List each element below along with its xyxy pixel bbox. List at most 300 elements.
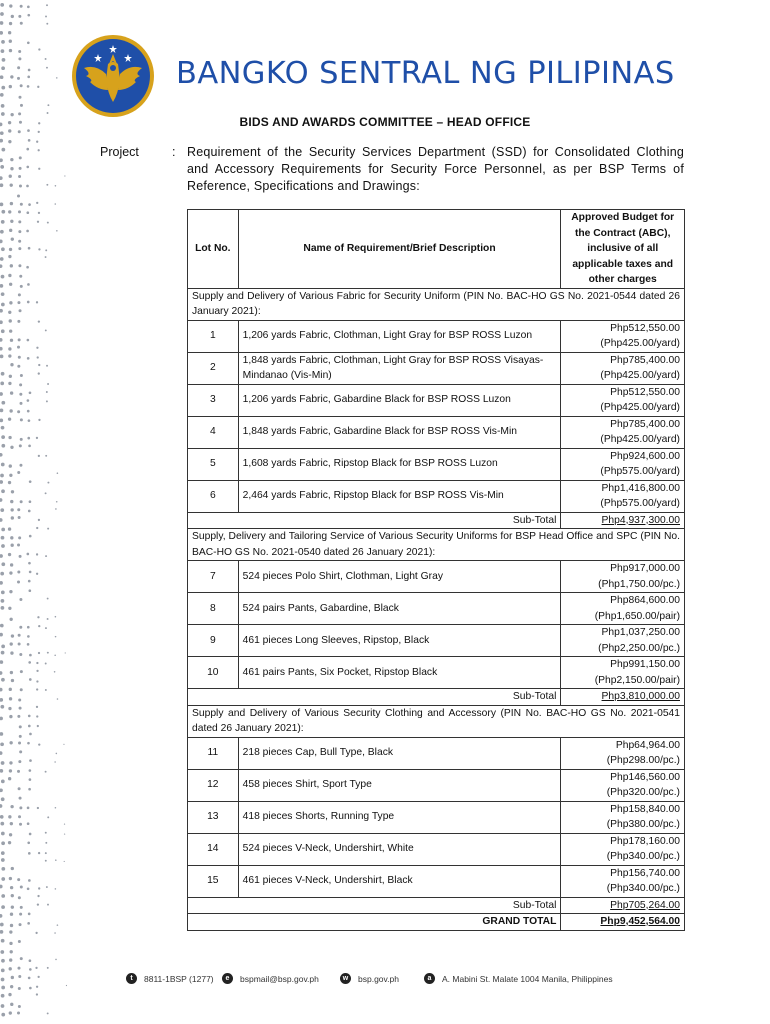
background-dot xyxy=(1,994,5,998)
background-dot xyxy=(10,158,13,161)
table-row xyxy=(188,416,685,448)
background-dot xyxy=(9,590,12,593)
background-dot xyxy=(8,481,11,484)
requirements-table xyxy=(187,209,685,931)
background-dot xyxy=(1,49,5,53)
section-row xyxy=(188,705,685,737)
background-dot xyxy=(10,913,13,916)
background-dot xyxy=(9,40,12,43)
background-dot xyxy=(38,131,40,133)
abc-amount: Php512,550.00 xyxy=(610,322,680,334)
background-dot xyxy=(20,104,23,107)
background-dot xyxy=(27,922,30,925)
background-dot xyxy=(38,372,40,374)
background-dot xyxy=(9,329,12,332)
background-dot xyxy=(1,780,5,784)
background-dot xyxy=(0,498,2,502)
background-dot xyxy=(27,339,30,342)
background-dot xyxy=(9,877,12,880)
lot-number: 9 xyxy=(188,625,239,657)
background-dot xyxy=(0,392,3,396)
item-abc xyxy=(561,320,685,352)
background-dot xyxy=(38,519,40,521)
background-dot xyxy=(8,841,11,844)
background-dot xyxy=(19,923,22,926)
bsp-logo-icon xyxy=(70,34,156,118)
background-dot xyxy=(10,167,13,170)
background-dot xyxy=(1,528,5,532)
abc-unit-price: (Php298.00/pc.) xyxy=(606,755,680,766)
background-dot xyxy=(28,419,31,422)
item-abc xyxy=(561,657,685,689)
background-dot xyxy=(17,301,20,304)
background-dot xyxy=(19,750,22,753)
background-dot xyxy=(8,210,11,213)
subtotal-row xyxy=(188,512,685,529)
background-dot xyxy=(37,616,39,618)
background-dot xyxy=(47,598,49,600)
background-dot xyxy=(1,841,5,845)
abc-unit-price: (Php320.00/pc.) xyxy=(606,787,680,798)
background-dot xyxy=(28,580,31,583)
background-dot xyxy=(27,807,30,810)
background-dot xyxy=(20,5,23,8)
background-dot xyxy=(27,437,30,440)
background-dot xyxy=(55,807,57,809)
background-dot xyxy=(27,283,30,286)
item-abc xyxy=(561,801,685,833)
background-dot xyxy=(19,444,22,447)
background-dot xyxy=(2,58,6,62)
background-dot xyxy=(27,822,30,825)
background-dot xyxy=(1,858,5,862)
background-dot xyxy=(37,356,39,358)
background-dot xyxy=(17,77,20,80)
background-dot xyxy=(47,1012,49,1014)
background-dot xyxy=(11,238,14,241)
abc-unit-price: (Php575.00/yard) xyxy=(600,466,680,477)
background-dot xyxy=(0,75,3,79)
background-dot xyxy=(0,31,3,35)
background-dot xyxy=(28,510,31,513)
background-dot xyxy=(38,168,40,170)
background-dot xyxy=(36,715,38,717)
background-dot xyxy=(1,544,5,548)
background-dot xyxy=(9,571,12,574)
background-dot xyxy=(55,185,57,187)
background-dot xyxy=(20,203,23,206)
background-dot xyxy=(1,426,5,430)
item-description: 218 pieces Cap, Bull Type, Black xyxy=(238,737,561,769)
background-dot xyxy=(19,555,22,558)
background-dot xyxy=(1,220,5,224)
background-dot xyxy=(8,311,11,314)
background-dot xyxy=(19,275,22,278)
background-dot xyxy=(11,894,14,897)
table-header-row xyxy=(188,210,685,289)
background-dot xyxy=(1,939,5,943)
background-dot xyxy=(18,50,21,53)
background-dot xyxy=(1,536,5,540)
background-dot xyxy=(19,913,22,916)
background-dot xyxy=(0,474,4,478)
background-dot xyxy=(1,599,5,603)
background-dot xyxy=(47,383,49,385)
background-dot xyxy=(0,202,3,206)
lot-number: 14 xyxy=(188,833,239,865)
background-dot xyxy=(19,393,22,396)
lot-number: 5 xyxy=(188,448,239,480)
abc-unit-price: (Php425.00/yard) xyxy=(600,338,680,349)
background-dot xyxy=(36,202,38,204)
background-dot xyxy=(45,455,47,457)
background-dot xyxy=(0,264,2,268)
background-dot xyxy=(47,528,49,530)
background-dot xyxy=(0,139,3,143)
background-dot xyxy=(55,888,57,890)
project-description: Requirement of the Security Services Department (SSD) for Consolidated Clothing and Accessory Requirements for Security Force Personnel, as per BSP Terms of Reference, Specifications and Drawings: xyxy=(187,145,684,193)
item-abc xyxy=(561,865,685,897)
background-dot xyxy=(54,761,56,763)
table-row xyxy=(188,801,685,833)
abc-amount: Php924,600.00 xyxy=(610,450,680,462)
table-row xyxy=(188,769,685,801)
grand-total-label: GRAND TOTAL xyxy=(188,914,561,931)
item-abc xyxy=(561,769,685,801)
background-dot xyxy=(46,400,48,402)
background-dot xyxy=(1,606,5,610)
background-dot xyxy=(36,301,38,303)
background-dot xyxy=(9,301,12,304)
background-dot xyxy=(11,516,14,519)
table-row xyxy=(188,561,685,593)
background-dot xyxy=(56,230,58,232)
background-dot xyxy=(19,309,22,312)
background-dot xyxy=(1,678,5,682)
background-dot xyxy=(20,418,23,421)
background-dot xyxy=(9,697,12,700)
background-dot xyxy=(0,660,3,664)
background-dot xyxy=(36,527,38,529)
background-dot xyxy=(46,23,48,25)
background-dot xyxy=(47,104,49,106)
background-dot xyxy=(0,769,3,773)
subtotal-value: Php3,810,000.00 xyxy=(561,689,685,706)
background-dot xyxy=(38,149,40,151)
background-dot xyxy=(38,419,40,421)
background-dot xyxy=(38,212,40,214)
background-dot xyxy=(17,66,20,69)
background-dot xyxy=(10,500,13,503)
background-dot xyxy=(11,906,14,909)
background-dot xyxy=(10,220,13,223)
abc-amount: Php917,000.00 xyxy=(610,563,680,574)
background-dot xyxy=(0,742,4,746)
lot-number: 7 xyxy=(188,561,239,593)
background-dot xyxy=(18,247,21,250)
abc-amount: Php158,840.00 xyxy=(610,803,680,815)
background-dot xyxy=(10,508,13,511)
background-dot xyxy=(9,769,12,772)
background-dot xyxy=(18,634,21,637)
header-lot-no: Lot No. xyxy=(188,210,239,289)
background-dot xyxy=(38,248,40,250)
background-dot xyxy=(1,1004,5,1008)
footer-address: a A. Mabini St. Malate 1004 Manila, Philippines xyxy=(424,973,613,984)
background-dot xyxy=(19,806,22,809)
background-dot xyxy=(9,715,12,718)
background-dot xyxy=(17,410,20,413)
section-title: Supply, Delivery and Tailoring Service of Various Security Uniforms for BSP Head Office and SPC (PIN No. BAC-HO GS No. 2021-0540 dated 26 January 2021): xyxy=(188,529,685,561)
background-dot xyxy=(17,878,20,881)
background-dot xyxy=(29,535,32,538)
background-dot xyxy=(18,896,21,899)
background-dot xyxy=(9,930,12,933)
background-dot xyxy=(8,274,11,277)
background-dot xyxy=(38,625,40,627)
table-row xyxy=(188,833,685,865)
background-dot xyxy=(45,663,47,665)
background-dot xyxy=(17,571,20,574)
background-dot xyxy=(1,851,5,855)
background-dot xyxy=(37,807,39,809)
item-description: 1,206 yards Fabric, Gabardine Black for BSP ROSS Luzon xyxy=(238,384,561,416)
background-dot xyxy=(29,678,32,681)
background-dot xyxy=(9,22,12,25)
background-dot xyxy=(0,131,4,135)
background-dot xyxy=(9,175,12,178)
background-dot xyxy=(45,15,47,17)
abc-unit-price: (Php340.00/pc.) xyxy=(606,883,680,894)
background-dot xyxy=(1,40,5,44)
background-dot xyxy=(29,769,32,772)
background-dot xyxy=(10,805,13,808)
background-dot xyxy=(27,410,30,413)
item-description: 461 pairs Pants, Six Pocket, Ripstop Black xyxy=(238,657,561,689)
background-dot xyxy=(65,652,66,653)
background-dot xyxy=(29,654,32,657)
section-title: Supply and Delivery of Various Security Clothing and Accessory (PIN No. BAC-HO GS No. 2021-0541 dated 26 January 2021): xyxy=(188,705,685,737)
footer-contact xyxy=(126,973,646,989)
letterhead xyxy=(70,34,750,118)
background-dot xyxy=(0,347,3,351)
address-icon: a xyxy=(424,973,435,984)
background-dot xyxy=(27,41,30,44)
background-dot xyxy=(9,688,12,691)
background-dot xyxy=(57,472,59,474)
abc-amount: Php785,400.00 xyxy=(610,354,680,366)
background-dot xyxy=(10,671,13,674)
background-dot xyxy=(20,885,23,888)
background-dot xyxy=(0,508,4,512)
background-dot xyxy=(38,48,40,50)
background-dot xyxy=(54,654,56,656)
background-dot xyxy=(0,624,4,628)
background-dot xyxy=(37,725,39,727)
background-dot xyxy=(9,761,12,764)
background-dot xyxy=(28,852,31,855)
background-dot xyxy=(20,285,23,288)
background-dot xyxy=(0,320,3,324)
background-dot xyxy=(0,698,3,702)
table-row xyxy=(188,480,685,512)
background-dot xyxy=(28,139,31,142)
abc-unit-price: (Php340.00/pc.) xyxy=(606,851,680,862)
background-dot xyxy=(0,732,3,736)
background-dot xyxy=(9,85,12,88)
abc-unit-price: (Php425.00/yard) xyxy=(600,402,680,413)
background-dot xyxy=(37,895,39,897)
background-dot xyxy=(45,852,47,854)
background-dot xyxy=(28,725,31,728)
background-dot xyxy=(19,725,22,728)
background-dot xyxy=(17,365,20,368)
background-dot xyxy=(20,670,23,673)
background-dot xyxy=(8,815,11,818)
background-dot xyxy=(0,453,3,457)
background-dot xyxy=(0,183,3,187)
background-dot xyxy=(18,15,21,18)
table-row xyxy=(188,593,685,625)
table-body xyxy=(188,288,685,930)
subtotal-label: Sub-Total xyxy=(188,689,561,706)
background-dot xyxy=(9,229,12,232)
background-dot xyxy=(10,264,13,267)
background-dot xyxy=(0,21,3,25)
background-dot xyxy=(64,833,65,834)
background-dot xyxy=(0,822,4,826)
background-dot xyxy=(1,104,5,108)
background-dot xyxy=(36,553,38,555)
background-dot xyxy=(56,753,58,755)
background-dot xyxy=(8,553,11,556)
background-dot xyxy=(19,383,22,386)
item-description: 524 pieces V-Neck, Undershirt, White xyxy=(238,833,561,865)
background-dot xyxy=(1,978,5,982)
grand-total-value: Php9,452,564.00 xyxy=(561,914,685,931)
background-dot xyxy=(10,391,13,394)
background-dot xyxy=(8,140,11,143)
background-dot xyxy=(47,222,49,224)
background-dot xyxy=(9,1011,12,1014)
background-dot xyxy=(36,993,38,995)
background-dot xyxy=(11,679,14,682)
background-dot xyxy=(29,987,32,990)
item-description: 524 pieces Polo Shirt, Clothman, Light Gray xyxy=(238,561,561,593)
background-dot xyxy=(0,284,3,288)
lot-number: 2 xyxy=(188,352,239,384)
background-dot xyxy=(0,923,4,927)
project-label: Project xyxy=(100,145,139,159)
background-dot xyxy=(10,75,13,78)
background-dot xyxy=(0,815,4,819)
background-dot xyxy=(0,382,4,386)
background-dot xyxy=(26,230,29,233)
subtotal-row xyxy=(188,689,685,706)
abc-unit-price: (Php425.00/yard) xyxy=(600,370,680,381)
lot-number: 3 xyxy=(188,384,239,416)
background-dot xyxy=(18,264,21,267)
background-dot xyxy=(1,761,5,765)
background-dot xyxy=(27,14,30,17)
background-dot xyxy=(36,141,38,143)
abc-unit-price: (Php380.00/pc.) xyxy=(606,819,680,830)
abc-unit-price: (Php2,250.00/pc.) xyxy=(598,642,680,654)
background-dot xyxy=(1,86,5,90)
background-dot xyxy=(17,1012,20,1015)
abc-unit-price: (Php1,650.00/pair) xyxy=(594,610,680,622)
background-dot xyxy=(56,501,58,503)
table-row xyxy=(188,352,685,384)
background-dot xyxy=(17,508,20,511)
item-abc xyxy=(561,737,685,769)
background-dot xyxy=(63,744,64,745)
background-dot xyxy=(19,156,22,159)
background-dot xyxy=(27,357,30,360)
background-dot xyxy=(45,689,47,691)
background-dot xyxy=(0,176,3,180)
background-dot xyxy=(28,69,31,72)
background-dot xyxy=(1,651,5,655)
background-dot xyxy=(27,76,30,79)
background-dot xyxy=(38,887,40,889)
background-dot xyxy=(18,815,21,818)
background-dot xyxy=(56,77,58,79)
background-dot xyxy=(18,175,21,178)
background-dot xyxy=(0,355,3,359)
background-dot xyxy=(1,959,5,963)
background-dot xyxy=(20,957,23,960)
background-dot xyxy=(0,338,3,342)
background-dot xyxy=(18,220,21,223)
background-dot xyxy=(11,867,14,870)
background-dot xyxy=(36,688,38,690)
background-dot xyxy=(9,474,12,477)
header-abc: Approved Budget for the Contract (ABC), inclusive of all applicable taxes and other charges xyxy=(561,210,685,289)
background-dot xyxy=(0,3,4,7)
background-dot xyxy=(10,363,13,366)
background-dot xyxy=(57,924,59,926)
subtotal-label: Sub-Total xyxy=(188,897,561,914)
background-dot xyxy=(28,913,31,916)
item-description: 1,848 yards Fabric, Clothman, Light Gray for BSP ROSS Visayas-Mindanao (Vis-Min) xyxy=(238,352,561,384)
background-dot xyxy=(1,877,5,881)
item-description: 1,608 yards Fabric, Ripstop Black for BSP ROSS Luzon xyxy=(238,448,561,480)
background-dot xyxy=(46,184,48,186)
background-dot xyxy=(28,203,31,206)
background-dot xyxy=(36,437,38,439)
background-dot xyxy=(1,435,5,439)
background-dot xyxy=(1,292,5,296)
background-dot xyxy=(36,986,38,988)
footer-phone: t 8811-1BSP (1277) xyxy=(126,973,214,984)
item-description: 1,206 yards Fabric, Clothman, Light Gray for BSP ROSS Luzon xyxy=(238,320,561,352)
background-dot xyxy=(29,759,32,762)
background-dot xyxy=(0,572,4,576)
table-row xyxy=(188,320,685,352)
background-dot xyxy=(0,418,3,422)
background-dot xyxy=(19,184,22,187)
background-dot xyxy=(1,1013,5,1017)
background-dot xyxy=(27,635,30,638)
bank-name: BANGKO SENTRAL NG PILIPINAS xyxy=(176,56,675,91)
item-description: 524 pairs Pants, Gabardine, Black xyxy=(238,593,561,625)
background-dot xyxy=(36,706,38,708)
background-dot xyxy=(11,976,14,979)
abc-unit-price: (Php2,150.00/pair) xyxy=(594,674,680,686)
item-abc xyxy=(561,416,685,448)
background-dot xyxy=(10,446,13,449)
